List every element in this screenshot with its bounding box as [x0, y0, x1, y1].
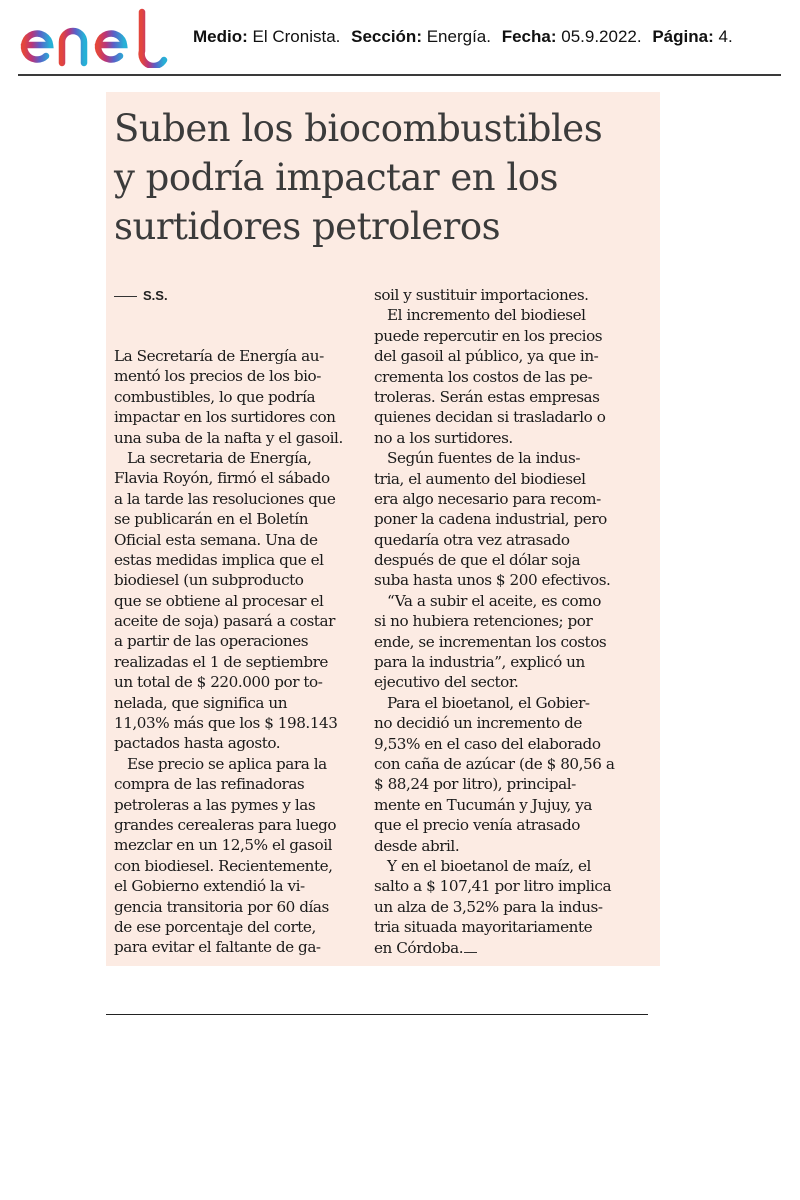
- article-line: nelada, que significa un: [114, 693, 288, 712]
- article-line: Y en el bioetanol de maíz, el: [387, 856, 591, 875]
- article-line: El incremento del biodiesel: [387, 306, 586, 325]
- byline: [114, 288, 168, 303]
- newspaper-clipping: [106, 92, 660, 966]
- end-of-article-mark: [464, 952, 477, 953]
- article-line: del gasoil al público, ya que in-: [374, 347, 599, 366]
- article-line: ejecutivo del sector.: [374, 673, 519, 692]
- article-line: Para el bioetanol, el Gobier-: [387, 693, 590, 712]
- article-line: quienes decidan si trasladarlo o: [374, 408, 606, 427]
- article-line: una suba de la nafta y el gasoil.: [114, 428, 343, 447]
- article-line: para la industria”, explicó un: [374, 653, 585, 672]
- headline-line: Suben los biocombustibles: [114, 107, 603, 150]
- article-line: Según fuentes de la indus-: [387, 449, 581, 468]
- headline-line: y podría impactar en los: [114, 156, 558, 199]
- article-line: era algo necesario para recom-: [374, 489, 601, 508]
- article-line: mentó los precios de los bio-: [114, 367, 321, 386]
- article-line: pactados hasta agosto.: [114, 734, 281, 753]
- article-line: quedaría otra vez atrasado: [374, 530, 570, 549]
- article-line: con caña de azúcar (de $ 80,56 a: [374, 754, 615, 773]
- article-line: 11,03% más que los $ 198.143: [114, 714, 338, 733]
- article-line: un alza de 3,52% para la indus-: [374, 897, 603, 916]
- article-column-left: [114, 346, 348, 958]
- article-line: La Secretaría de Energía au-: [114, 347, 324, 365]
- byline-dash: [114, 296, 137, 297]
- article-line: a partir de las operaciones: [114, 632, 309, 651]
- article-line: si no hubiera retenciones; por: [374, 612, 593, 631]
- article-line: impactar en los surtidores con: [114, 408, 336, 427]
- article-line: La secretaria de Energía,: [127, 448, 312, 467]
- article-line: mezclar en un 12,5% el gasoil: [114, 836, 333, 855]
- fecha-value: 05.9.2022.: [561, 27, 642, 46]
- enel-logo: [18, 8, 170, 68]
- article-line: de ese porcentaje del corte,: [114, 917, 316, 936]
- article-line: soil y sustituir importaciones.: [374, 286, 589, 304]
- article-line: el Gobierno extendió la vi-: [114, 877, 305, 896]
- footer-divider: [106, 1014, 648, 1015]
- article-line: combustibles, lo que podría: [114, 387, 316, 406]
- article-line: a la tarde las resoluciones que: [114, 489, 336, 508]
- article-headline: [114, 104, 654, 251]
- article-line: que se obtiene al procesar el: [114, 591, 324, 610]
- headline-line: surtidores petroleros: [114, 205, 501, 248]
- medio-value: El Cronista.: [252, 27, 341, 46]
- article-line: troleras. Serán estas empresas: [374, 387, 600, 406]
- byline-author: S.S.: [143, 288, 168, 303]
- publication-meta: [193, 27, 733, 47]
- article-line: 9,53% en el caso del elaborado: [374, 734, 601, 753]
- article-line: poner la cadena industrial, pero: [374, 510, 607, 529]
- page-header: [0, 0, 800, 75]
- article-line: Ese precio se aplica para la: [127, 754, 327, 773]
- article-line: realizadas el 1 de septiembre: [114, 652, 328, 671]
- article-line: que el precio venía atrasado: [374, 816, 580, 835]
- article-line: puede repercutir en los precios: [374, 326, 603, 345]
- article-line: estas medidas implica que el: [114, 550, 324, 569]
- article-line: mente en Tucumán y Jujuy, ya: [374, 795, 592, 814]
- article-line: Oficial esta semana. Una de: [114, 530, 318, 549]
- article-line: aceite de soja) pasará a costar: [114, 612, 335, 631]
- pagina-label: Página:: [652, 27, 714, 46]
- article-line: grandes cerealeras para luego: [114, 815, 337, 834]
- medio-label: Medio:: [193, 27, 248, 46]
- article-line: no a los surtidores.: [374, 428, 513, 447]
- article-line: se publicarán en el Boletín: [114, 510, 309, 529]
- article-line: un total de $ 220.000 por to-: [114, 673, 323, 692]
- article-line: petroleras a las pymes y las: [114, 795, 316, 814]
- seccion-value: Energía.: [426, 27, 491, 46]
- article-line: para evitar el faltante de ga-: [114, 938, 321, 957]
- article-line: después de que el dólar soja: [374, 551, 581, 570]
- article-line: Flavia Royón, firmó el sábado: [114, 469, 330, 488]
- article-line: compra de las refinadoras: [114, 775, 305, 794]
- article-line: con biodiesel. Recientemente,: [114, 856, 333, 875]
- seccion-label: Sección:: [351, 27, 422, 46]
- article-line: tria situada mayoritariamente: [374, 918, 593, 937]
- header-divider: [18, 74, 781, 76]
- article-line: biodiesel (un subproducto: [114, 571, 304, 590]
- article-line: “Va a subir el aceite, es como: [387, 591, 601, 610]
- article-line: ende, se incrementan los costos: [374, 632, 607, 651]
- article-line: suba hasta unos $ 200 efectivos.: [374, 571, 611, 590]
- article-column-right: [374, 285, 624, 958]
- article-line: en Córdoba.: [374, 938, 624, 958]
- article-line: tria, el aumento del biodiesel: [374, 469, 586, 488]
- article-line: salto a $ 107,41 por litro implica: [374, 877, 612, 896]
- article-line: gencia transitoria por 60 días: [114, 897, 329, 916]
- article-line: crementa los costos de las pe-: [374, 367, 593, 386]
- article-line: $ 88,24 por litro), principal-: [374, 775, 576, 794]
- fecha-label: Fecha:: [501, 27, 557, 46]
- article-line: desde abril.: [374, 836, 460, 855]
- article-line: no decidió un incremento de: [374, 714, 582, 733]
- pagina-value: 4.: [718, 27, 733, 46]
